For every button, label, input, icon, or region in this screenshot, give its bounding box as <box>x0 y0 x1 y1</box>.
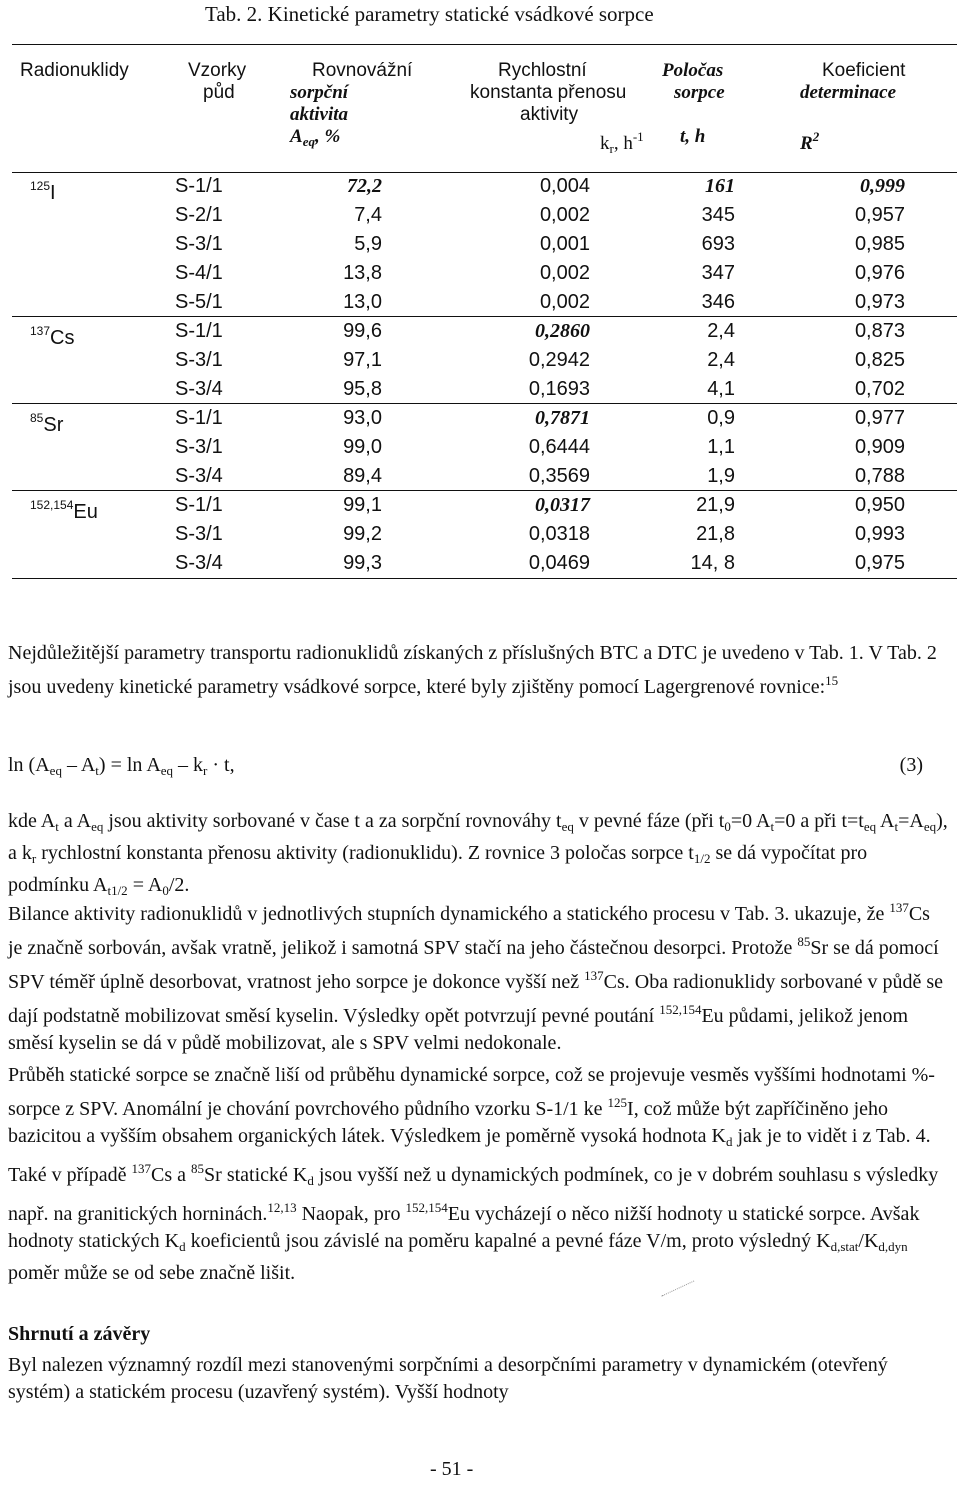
eq-sub: eq <box>49 763 62 778</box>
table-row <box>0 433 960 462</box>
cell-half-life: 2,4 <box>707 320 735 342</box>
text-run: =0 A <box>730 810 771 832</box>
text-sub: d <box>725 1134 733 1149</box>
text-run: se dá vypočítat pro podmínku A <box>8 842 868 896</box>
table-top-rule <box>12 44 957 45</box>
table-row <box>0 375 960 404</box>
header-kr <box>470 60 644 160</box>
header-activity-symbol: A <box>290 126 303 147</box>
text-run: Cs. Oba radionuklidy sorbované v půdě se dají podstatně mobilizovat směsí kyselin. Výsledky opět potvrzují pevné poutání <box>8 971 944 1027</box>
text-sup: 85 <box>797 934 811 949</box>
header-kr-line2: konstanta přenosu <box>470 82 627 103</box>
table-row <box>0 462 960 491</box>
text-sub: d <box>307 1173 314 1188</box>
text-sub: t <box>894 819 899 834</box>
text-run: Sr se dá pomocí SPV téměř úplně desorbovat, vratnost jeho sorpce je dokonce vyšší než <box>8 937 939 993</box>
explanation-paragraph <box>8 808 948 904</box>
cell-sample: S-1/1 <box>175 320 223 342</box>
header-half-line1: Poločas <box>662 60 724 81</box>
text-sub: 0 <box>162 883 169 898</box>
cell-rate-constant: 0,2860 <box>535 320 590 342</box>
text-sub: t <box>770 819 775 834</box>
text-sub: eq <box>91 819 104 834</box>
cell-sample: S-3/1 <box>175 523 223 545</box>
header-activity-line2: sorpční <box>290 82 349 103</box>
text-sub: eq <box>923 819 937 834</box>
text-sup: 152,154 <box>659 1002 702 1017</box>
text-run: jsou aktivity sorbované v čase t a za sorpční rovnováhy t <box>103 810 562 832</box>
cell-activity: 13,0 <box>343 291 382 313</box>
intro-paragraph <box>8 640 948 701</box>
text-run: jak je to vidět i z Tab. 4. Také v případě <box>8 1125 931 1186</box>
eq-sub: eq <box>160 763 174 778</box>
text-sup: 12,13 <box>267 1200 297 1215</box>
header-kr-exp: -1 <box>632 129 644 144</box>
header-kr-line3: aktivity <box>520 104 579 125</box>
eq-part: – A <box>61 754 96 776</box>
cell-r2: 0,957 <box>854 204 905 226</box>
cell-rate-constant: 0,004 <box>539 175 590 197</box>
text-run: Cs a <box>151 1164 192 1186</box>
table-row <box>0 346 960 375</box>
text-sub: d,dyn <box>878 1239 908 1254</box>
text-run: koeficientů jsou závislé na poměru kapalné a pevné fáze V/m, proto výsledný K <box>185 1230 831 1252</box>
nuclide-mass-number: 137 <box>30 324 51 338</box>
eq-part: · t, <box>207 754 235 776</box>
header-activity-line1: Rovnovážní <box>312 60 413 81</box>
cell-r2: 0,993 <box>854 523 905 545</box>
header-nuclide: Radionuklidy <box>20 60 129 81</box>
cell-activity: 99,2 <box>343 523 382 545</box>
cell-r2: 0,873 <box>854 320 905 342</box>
cell-activity: 99,3 <box>343 552 382 574</box>
equation-number: (3) <box>899 754 923 776</box>
text-run: Sr statické K <box>204 1164 308 1186</box>
cell-rate-constant: 0,002 <box>539 262 590 284</box>
cell-r2: 0,950 <box>854 494 905 516</box>
cell-sample: S-3/4 <box>175 465 223 487</box>
cell-half-life: 2,4 <box>707 349 735 371</box>
text-sub: r <box>31 851 37 866</box>
cell-half-life: 14, 8 <box>690 552 735 574</box>
header-activity-unit: , % <box>314 126 341 147</box>
text-sub: 1/2 <box>693 851 711 866</box>
cell-half-life: 0,9 <box>707 407 735 429</box>
header-half-line2: sorpce <box>674 82 725 103</box>
header-kr-line4 <box>470 126 644 160</box>
cell-activity: 99,0 <box>343 436 382 458</box>
text-run: poměr může se od sebe značně lišit. <box>8 1262 296 1284</box>
table-row <box>0 288 960 317</box>
cell-r2: 0,788 <box>854 465 905 487</box>
text-run: Bilance aktivity radionuklidů v jednotlivých stupních dynamického a statického procesu v Tab. 3. ukazuje, že <box>8 903 890 925</box>
cell-half-life: 21,8 <box>696 523 735 545</box>
cell-sample: S-3/1 <box>175 233 223 255</box>
text-sub: d <box>179 1239 186 1254</box>
section-heading: Shrnutí a závěry <box>8 1323 151 1345</box>
nuclide-mass-number: 125 <box>30 179 51 193</box>
text-run: rychlostní konstanta přenosu aktivity (radionuklidu). Z rovnice 3 poločas sorpce t <box>36 842 694 864</box>
cell-half-life: 1,9 <box>707 465 735 487</box>
cell-rate-constant: 0,002 <box>539 204 590 226</box>
table-row <box>0 520 960 549</box>
eq-part: ln (A <box>8 754 50 776</box>
cell-activity: 99,6 <box>343 320 382 342</box>
cell-rate-constant: 0,001 <box>539 233 590 255</box>
cell-sample: S-3/1 <box>175 349 223 371</box>
cell-half-life: 346 <box>701 291 735 313</box>
table-row <box>0 317 960 349</box>
group-rule-sr <box>12 490 957 491</box>
text-run: =A <box>898 810 924 832</box>
nuclide-symbol: Sr <box>43 414 64 436</box>
text-run: Naopak, pro <box>296 1203 406 1225</box>
header-r2-line3 <box>800 126 905 155</box>
group-rule-i <box>12 316 957 317</box>
cell-rate-constant: 0,6444 <box>528 436 590 458</box>
cell-half-life: 1,1 <box>707 436 735 458</box>
cell-half-life: 345 <box>701 204 735 226</box>
cell-rate-constant: 0,2942 <box>528 349 590 371</box>
text-sub: eq <box>863 819 877 834</box>
header-activity-line3: aktivita <box>290 104 349 125</box>
header-kr-unit: , h <box>613 133 633 154</box>
header-activity-sub: eq <box>302 134 315 149</box>
cell-sample: S-1/1 <box>175 494 223 516</box>
text-run: A <box>876 810 895 832</box>
header-r2 <box>800 60 905 155</box>
text-run: I, což může být zapříčiněno jeho bazicitou a vyšším obsahem organických látek. Výsledkem je poměrně vysoká hodnota K <box>8 1098 889 1147</box>
nuclide-symbol: Cs <box>50 327 75 349</box>
cell-half-life: 21,9 <box>696 494 735 516</box>
text-sub: d,stat <box>830 1239 859 1254</box>
intro-text: Nejdůležitější parametry transportu radionuklidů získaných z příslušných BTC a DTC je uvedeno v Tab. 1. V Tab. 2 jsou uvedeny kinetické parametry vsádkové sorpce, které byly zjištěny pomocí Lagergrenové rovnice: <box>8 642 937 698</box>
text-run: = A <box>127 874 163 896</box>
table-row <box>0 404 960 436</box>
cell-r2: 0,985 <box>854 233 905 255</box>
cell-sample: S-3/1 <box>175 436 223 458</box>
text-run: Cs je značně sorbován, avšak vratně, jelikož i samotná SPV stačí na jeho částečnou desorpci. Protože <box>8 903 930 959</box>
cell-sample: S-1/1 <box>175 175 223 197</box>
header-r2-exp: 2 <box>812 129 820 144</box>
cell-activity: 7,4 <box>354 204 382 226</box>
bilance-paragraph <box>8 894 948 1057</box>
nuclide-symbol: Eu <box>73 501 98 523</box>
cell-r2: 0,973 <box>854 291 905 313</box>
text-sup: 152,154 <box>405 1200 448 1215</box>
header-r2-symbol: R <box>800 133 813 154</box>
cell-sample: S-1/1 <box>175 407 223 429</box>
cell-rate-constant: 0,1693 <box>528 378 590 400</box>
header-activity-line4 <box>290 126 412 153</box>
cell-half-life: 4,1 <box>707 378 735 400</box>
text-run: =0 a při t=t <box>774 810 864 832</box>
header-kr-symbol: k <box>600 133 610 154</box>
cell-rate-constant: 0,7871 <box>535 407 590 429</box>
text-run: Průběh statické sorpce se značně liší od průběhu dynamické sorpce, což se projevuje vesměs vyššími hodnotami %-sorpce z SPV. Anomální je chování povrchového půdního vzorku S-1/1 ke <box>8 1064 935 1120</box>
eq-part: ) = ln A <box>98 754 161 776</box>
text-sub: eq <box>561 819 574 834</box>
cell-r2: 0,977 <box>854 407 905 429</box>
text-sup: 85 <box>191 1161 205 1176</box>
cell-rate-constant: 0,002 <box>539 291 590 313</box>
cell-activity: 89,4 <box>343 465 382 487</box>
table-row <box>0 549 960 578</box>
section-text: Byl nalezen významný rozdíl mezi stanovenými sorpčními a desorpčními parametry v dynamickém (otevřený systém) a statickém procesu (uzavřený systém). Vyšší hodnoty <box>8 1354 888 1403</box>
header-activity <box>290 60 412 153</box>
page-number: - 51 - <box>430 1458 474 1480</box>
table-bottom-rule <box>12 578 957 579</box>
header-kr-sub: r <box>609 141 614 156</box>
header-kr-line1: Rychlostní <box>498 60 587 81</box>
text-run: jsou vyšší než u dynamických podmínek, co je v dobrém souhlasu s výsledky např. na granitických horninách. <box>8 1164 939 1225</box>
table-row <box>0 259 960 288</box>
cell-activity: 93,0 <box>343 407 382 429</box>
cell-sample: S-4/1 <box>175 262 223 284</box>
nuclide-symbol: I <box>50 182 56 204</box>
cell-sample: S-3/4 <box>175 378 223 400</box>
cell-r2: 0,975 <box>854 552 905 574</box>
header-sample <box>188 60 246 104</box>
text-run: Eu vycházejí o něco nižší hodnoty u statické sorpce. Avšak hodnoty statických K <box>8 1203 920 1252</box>
cell-half-life: 693 <box>701 233 735 255</box>
text-run: /2. <box>168 874 190 896</box>
intro-ref: 15 <box>825 673 839 688</box>
text-run: kde A <box>8 810 56 832</box>
cell-activity: 13,8 <box>343 262 382 284</box>
cell-rate-constant: 0,3569 <box>528 465 590 487</box>
cell-sample: S-2/1 <box>175 204 223 226</box>
cell-rate-constant: 0,0318 <box>528 523 590 545</box>
cell-r2: 0,909 <box>854 436 905 458</box>
cell-rate-constant: 0,0317 <box>535 494 590 516</box>
text-run: a A <box>58 810 92 832</box>
text-sup: 137 <box>131 1161 152 1176</box>
table-row <box>0 201 960 230</box>
header-sample-line2: půd <box>203 82 235 103</box>
eq-sub: t <box>95 763 99 778</box>
text-sub: 0 <box>724 819 731 834</box>
text-run: v pevné fáze (při t <box>573 810 725 832</box>
header-half-line3: t, h <box>680 126 706 147</box>
header-r2-line2: determinace <box>800 82 897 103</box>
nuclide-mass-number: 152,154 <box>30 498 74 512</box>
cell-r2: 0,976 <box>854 262 905 284</box>
cell-r2: 0,702 <box>854 378 905 400</box>
cell-rate-constant: 0,0469 <box>528 552 590 574</box>
text-run: ), a k <box>8 810 948 864</box>
equation <box>8 752 948 784</box>
cell-sample: S-3/4 <box>175 552 223 574</box>
text-sub: t <box>55 819 59 834</box>
text-run: Eu půdami, jelikož jenom směsí kyselin se dá v půdě mobilizovat, ale s SPV velmi nedokonale. <box>8 1005 909 1054</box>
cell-activity: 5,9 <box>354 233 382 255</box>
cell-activity: 99,1 <box>343 494 382 516</box>
cell-activity: 95,8 <box>343 378 382 400</box>
nuclide-mass-number: 85 <box>30 411 44 425</box>
text-sup: 137 <box>584 968 604 983</box>
text-sup: 125 <box>607 1095 628 1110</box>
cell-sample: S-5/1 <box>175 291 223 313</box>
eq-part: – k <box>173 754 204 776</box>
eq-sub: r <box>203 763 208 778</box>
group-rule-cs <box>12 403 957 404</box>
cell-activity: 72,2 <box>347 175 382 197</box>
prubeh-paragraph <box>8 1062 948 1287</box>
text-run: /K <box>858 1230 879 1252</box>
text-sup: 137 <box>889 900 909 915</box>
header-half <box>662 60 725 148</box>
header-sample-line1: Vzorky <box>188 60 247 81</box>
cell-r2: 0,825 <box>854 349 905 371</box>
table-row <box>0 230 960 259</box>
cell-half-life: 161 <box>705 175 735 197</box>
text-sub: t1/2 <box>107 883 128 898</box>
table-row <box>0 172 960 204</box>
cell-r2: 0,999 <box>860 175 905 197</box>
cell-half-life: 347 <box>701 262 735 284</box>
table-row <box>0 491 960 523</box>
cell-activity: 97,1 <box>343 349 382 371</box>
section-paragraph <box>8 1352 948 1406</box>
table-caption: Tab. 2. Kinetické parametry statické vsádkové sorpce <box>205 2 654 26</box>
header-r2-line1: Koeficient <box>822 60 906 81</box>
